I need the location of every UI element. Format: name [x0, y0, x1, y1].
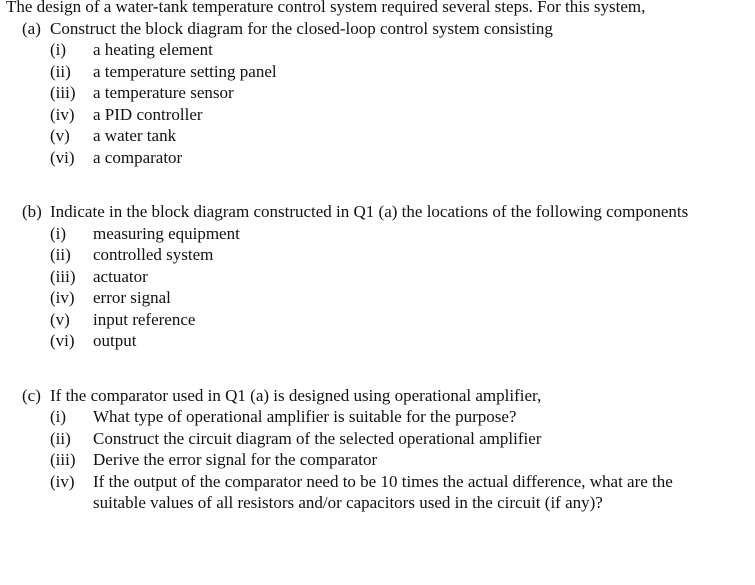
item-text: controlled system [93, 245, 214, 264]
item-text: Derive the error signal for the comparator [93, 450, 378, 469]
list-item [6, 39, 751, 61]
part-c-heading [6, 385, 751, 407]
section-spacer [6, 168, 751, 201]
list-item [6, 309, 751, 331]
part-b-text: Indicate in the block diagram constructed in Q1 (a) the locations of the following components [50, 202, 689, 221]
part-a-text: Construct the block diagram for the closed-loop control system consisting [50, 18, 553, 38]
part-b-letter: (b) [22, 202, 42, 221]
part-c-letter: (c) [22, 385, 41, 405]
item-number: (vi) [50, 147, 75, 167]
list-item [6, 330, 751, 352]
item-number: (i) [50, 407, 67, 426]
item-number: (ii) [50, 61, 71, 81]
section-spacer [6, 352, 751, 385]
part-c-text: If the comparator used in Q1 (a) is designed using operational amplifier, [50, 385, 542, 405]
list-item [6, 471, 751, 514]
item-text: a PID controller [93, 104, 203, 124]
item-text: a temperature sensor [93, 83, 234, 102]
item-text: measuring equipment [93, 223, 240, 243]
item-text: a comparator [93, 147, 183, 167]
part-a [6, 18, 751, 169]
item-text: input reference [93, 309, 196, 329]
item-number: (vi) [50, 331, 75, 350]
list-item [6, 244, 751, 266]
item-number: (iv) [50, 288, 75, 307]
item-number: (iii) [50, 266, 76, 286]
item-text: a temperature setting panel [93, 61, 277, 81]
item-text: Construct the circuit diagram of the selected operational amplifier [93, 428, 542, 448]
item-number: (v) [50, 309, 70, 329]
item-text: What type of operational amplifier is suitable for the purpose? [93, 407, 517, 426]
item-number: (v) [50, 126, 70, 145]
part-a-items [6, 39, 751, 168]
list-item [6, 449, 751, 471]
item-number: (ii) [50, 428, 71, 448]
list-item [6, 125, 751, 147]
part-c-items [6, 406, 751, 514]
item-number: (ii) [50, 245, 71, 264]
list-item [6, 104, 751, 126]
item-number: (iv) [50, 104, 75, 124]
item-number: (i) [50, 40, 67, 59]
list-item [6, 223, 751, 245]
item-number: (iii) [50, 83, 76, 102]
part-c [6, 385, 751, 514]
part-a-letter: (a) [22, 18, 41, 38]
part-b [6, 201, 751, 352]
list-item [6, 428, 751, 450]
item-number: (iv) [50, 471, 75, 491]
list-item [6, 287, 751, 309]
item-text: If the output of the comparator need to be 10 times the actual difference, what are the suitable values of all resistors and/or capacitors used in the circuit (if any)? [93, 471, 673, 512]
item-text: a water tank [93, 126, 177, 145]
item-text: output [93, 331, 137, 350]
item-text: a heating element [93, 40, 213, 59]
list-item [6, 406, 751, 428]
item-text: actuator [93, 266, 148, 286]
intro-paragraph: The design of a water-tank temperature control system required several steps. For this system, [6, 0, 646, 16]
item-text: error signal [93, 288, 171, 307]
list-item [6, 82, 751, 104]
part-b-heading [6, 201, 751, 223]
list-item [6, 266, 751, 288]
question-document [6, 0, 751, 514]
item-number: (i) [50, 223, 67, 243]
list-item [6, 147, 751, 169]
item-number: (iii) [50, 450, 76, 469]
part-a-heading [6, 18, 751, 40]
list-item [6, 61, 751, 83]
part-b-items [6, 223, 751, 352]
